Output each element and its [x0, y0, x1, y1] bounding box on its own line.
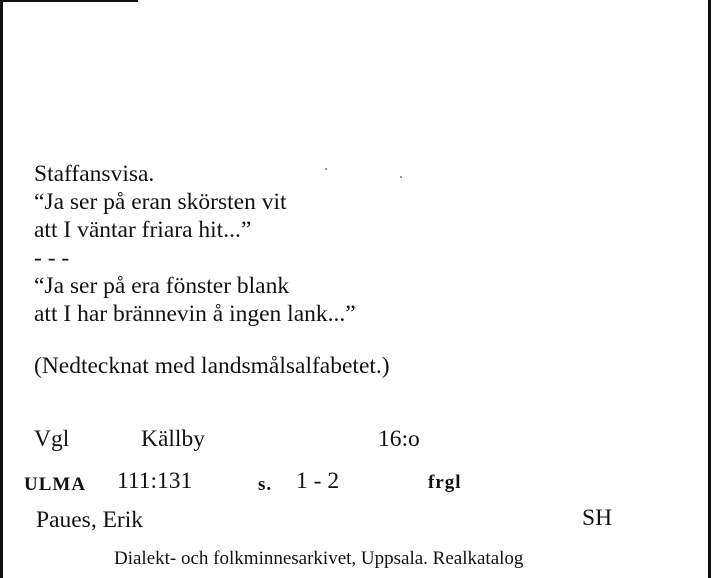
verse-line: att I väntar friara hit...” [34, 217, 252, 243]
top-border [0, 0, 138, 2]
verse-text [34, 160, 356, 328]
scan-speck [400, 176, 402, 178]
verse-separator: - - - [34, 245, 70, 271]
category-code: frgl [428, 472, 462, 493]
place-name: Källby [141, 426, 205, 452]
format-code: 16:o [378, 426, 420, 452]
verse-line: att I har brännevin å ingen lank...” [34, 301, 356, 327]
verse-title: Staffansvisa. [34, 161, 155, 187]
verse-line: “Ja ser på era fönster blank [34, 273, 290, 299]
region-code: Vgl [34, 426, 70, 452]
verse-line: “Ja ser på eran skörsten vit [34, 189, 287, 215]
collector-initials: SH [582, 505, 613, 531]
archive-footer: Dialekt- och folkminnesarkivet, Uppsala. Realkatalog [114, 548, 524, 569]
archive-label: ULMA [24, 474, 87, 495]
right-border [708, 0, 711, 578]
collector-name: Paues, Erik [36, 507, 144, 533]
archive-number: 111:131 [117, 468, 193, 494]
left-border [0, 0, 3, 578]
transcription-note: (Nedtecknat med landsmålsalfabetet.) [34, 353, 390, 379]
page-label: s. [258, 474, 273, 495]
page-range: 1 - 2 [296, 468, 340, 494]
